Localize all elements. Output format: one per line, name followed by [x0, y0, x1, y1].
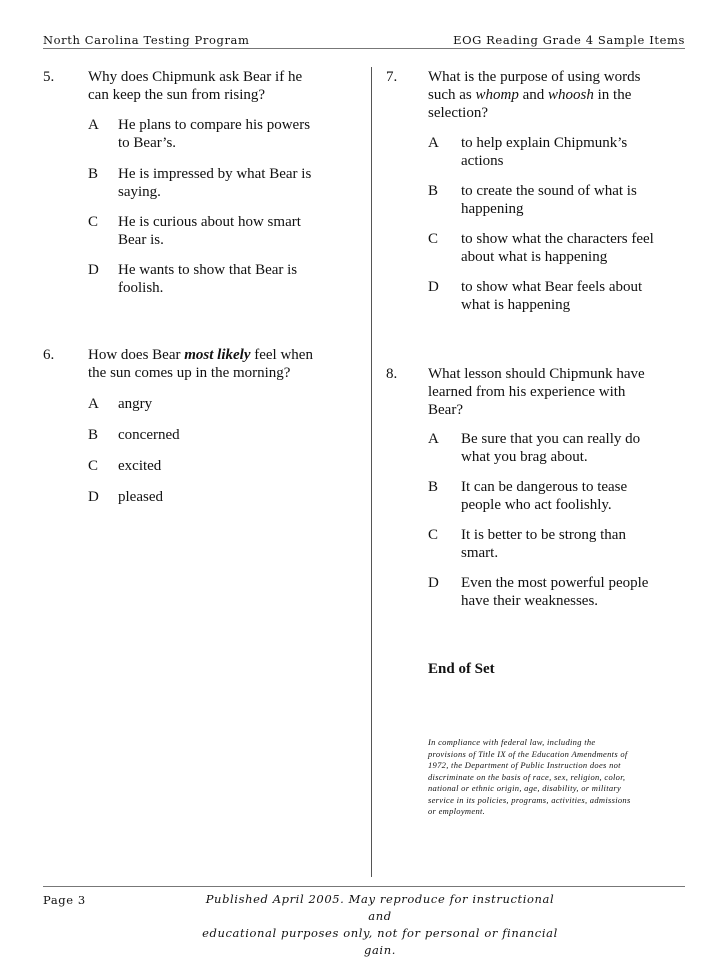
question-6: 6. How does Bear most likely feel when the sun comes up in the morning? A angry B concerned C excited D pleased [43, 347, 313, 505]
compliance-notice: In compliance with federal law, including the provisions of Title IX of the Education Amendments of 1972, the Department of Public Instruction does not discriminate on the basis of race, sex, religion, color, national or ethnic origin, age, disability, or military service in its policies, programs, activities, admissions or employment. [428, 737, 631, 816]
question-7: 7. What is the purpose of using words such as whomp and whoosh in the selection? A to help explain Chipmunk’s actions B to create the sound of what is happening C to show what the characters feel about what is happening D to show what Bear feels about what is happening [386, 69, 654, 313]
end-of-set-label: End of Set [428, 661, 495, 677]
emphasis-text: most likely [184, 347, 251, 363]
publication-notice: Published April 2005. May reproduce for instructional and educational purposes only, not for personal or financial gain. [202, 892, 558, 957]
question-number: 6. [43, 347, 55, 363]
question-stem: What is the purpose of using words such as whomp and whoosh in the selection? [428, 69, 641, 121]
question-number: 8. [386, 366, 398, 382]
page-number: Page 3 [43, 893, 86, 907]
question-stem: Why does Chipmunk ask Bear if he can keep the sun from rising? [88, 69, 303, 103]
header-title: EOG Reading Grade 4 Sample Items [453, 33, 685, 47]
question-8: 8. What lesson should Chipmunk have learned from his experience with Bear? A Be sure that you can really do what you brag about. B It can be dangerous to tease people who act foolishly. C It is better to be strong than smart. D Even the most powerful people have their weaknesses. [386, 366, 649, 609]
header-program: North Carolina Testing Program [43, 33, 250, 47]
question-number: 7. [386, 69, 398, 85]
header-rule [43, 48, 685, 49]
column-divider [371, 67, 372, 877]
question-5: 5. Why does Chipmunk ask Bear if he can keep the sun from rising? A He plans to compare his powers to Bear’s. B He is impressed by what Bear is saying. C He is curious about how smart Bear is. D He wants to show that Bear is foolish. [43, 69, 312, 296]
question-stem: How does Bear most likely feel when the sun comes up in the morning? [88, 347, 313, 381]
question-number: 5. [43, 69, 55, 85]
question-stem: What lesson should Chipmunk have learned from his experience with Bear? [428, 366, 645, 418]
footer-rule [43, 886, 685, 887]
